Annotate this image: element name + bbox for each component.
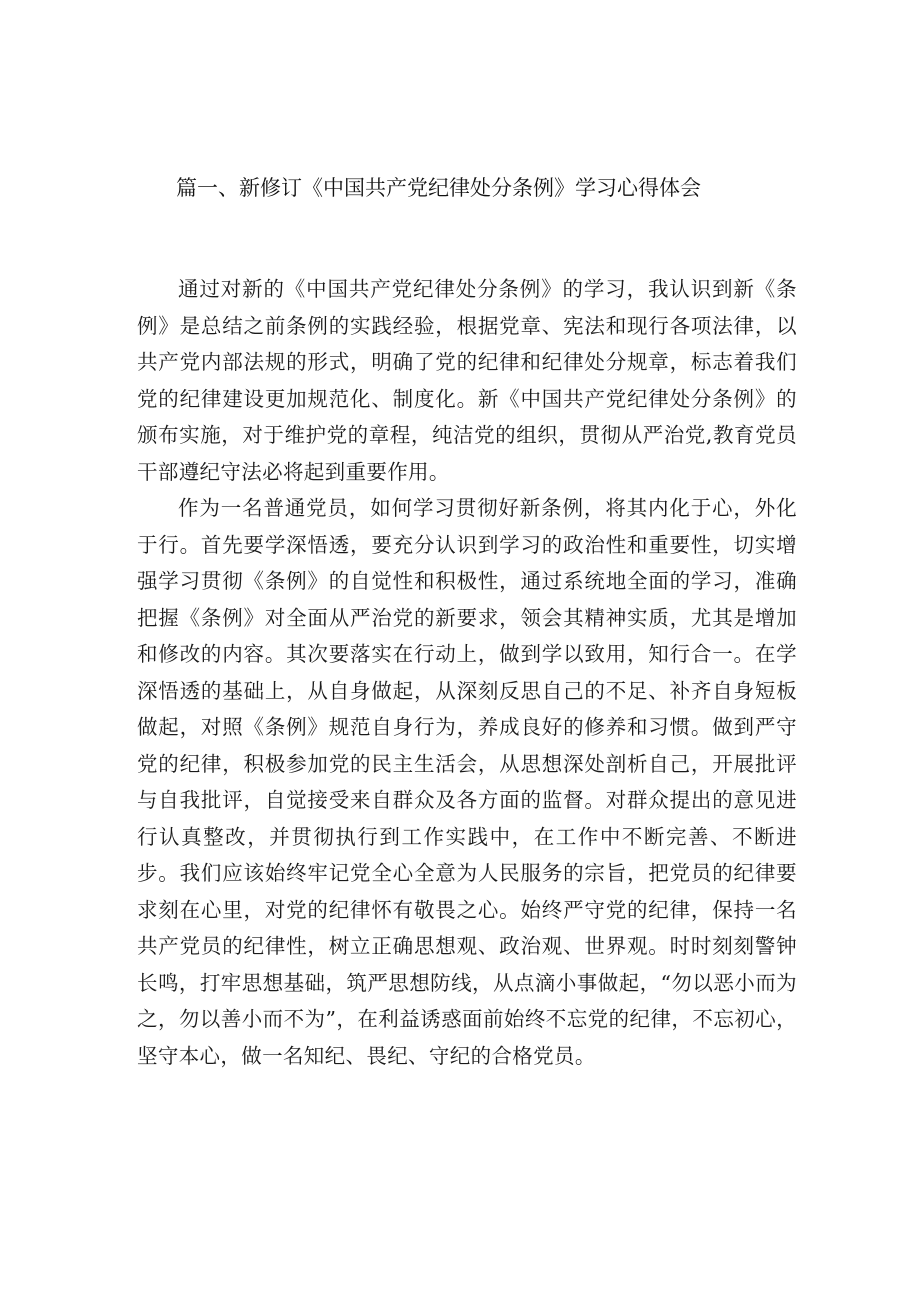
document-title: 篇一、新修订《中国共产党纪律处分条例》学习心得体会: [176, 176, 701, 200]
document-body: [137, 271, 797, 1074]
paragraph-1: 通过对新的《中国共产党纪律处分条例》的学习，我认识到新《条例》是总结之前条例的实践经验，根据党章、宪法和现行各项法律，以共产党内部法规的形式，明确了党的纪律和纪律处分规章，标志着我们党的纪律建设更加规范化、制度化。新《中国共产党纪律处分条例》的颁布实施，对于维护党的章程，纯洁党的组织，贯彻从严治党,教育党员干部遵纪守法必将起到重要作用。: [137, 277, 797, 484]
paragraph-2: 作为一名普通党员，如何学习贯彻好新条例，将其内化于心，外化于行。首先要学深悟透，要充分认识到学习的政治性和重要性，切实增强学习贯彻《条例》的自觉性和积极性，通过系统地全面的学习，准确把握《条例》对全面从严治党的新要求，领会其精神实质，尤其是增加和修改的内容。其次要落实在行动上，做到学以致用，知行合一。在学深悟透的基础上，从自身做起，从深刻反思自己的不足、补齐自身短板做起，对照《条例》规范自身行为，养成良好的修养和习惯。做到严守党的纪律，积极参加党的民主生活会，从思想深处剖析自己，开展批评与自我批评，自觉接受来自群众及各方面的监督。对群众提出的意见进行认真整改，并贯彻执行到工作实践中，在工作中不断完善、不断进步。我们应该始终牢记党全心全意为人民服务的宗旨，把党员的纪律要求刻在心里，对党的纪律怀有敬畏之心。始终严守党的纪律，保持一名共产党员的纪律性，树立正确思想观、政治观、世界观。时时刻刻警钟长鸣，打牢思想基础，筑严思想防线，从点滴小事做起，“勿以恶小而为之，勿以善小而不为”，在利益诱惑面前始终不忘党的纪律，不忘初心，坚守本心，做一名知纪、畏纪、守纪的合格党员。: [137, 496, 797, 1068]
